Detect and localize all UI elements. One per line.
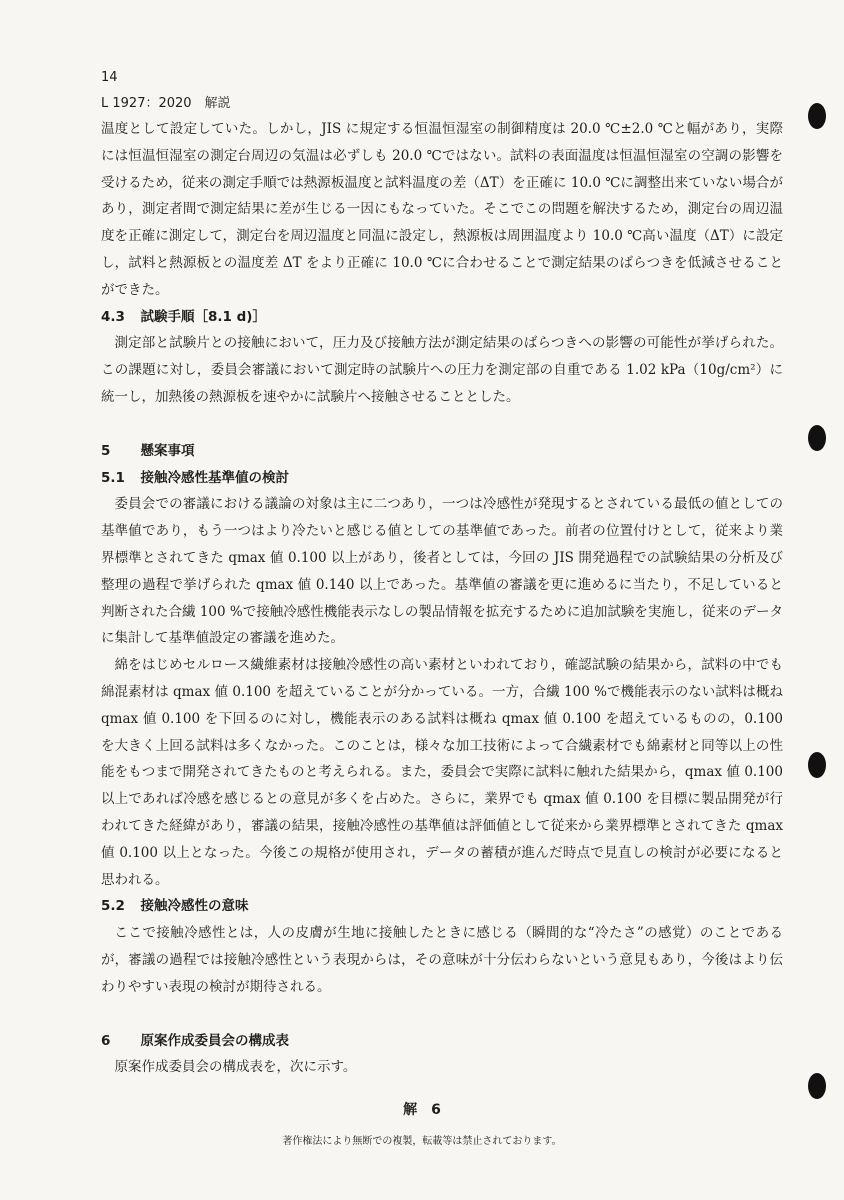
document-id: L 1927：2020 解説 bbox=[101, 96, 231, 111]
section-number: 4.3 bbox=[101, 308, 125, 325]
section-heading-4-3 bbox=[101, 304, 783, 331]
section-heading-5-2 bbox=[101, 893, 783, 920]
section-heading-5-1 bbox=[101, 465, 783, 492]
section-title: 試験手順［8.1 d)］ bbox=[140, 308, 266, 325]
section-heading-5 bbox=[101, 438, 783, 465]
section-title: 懸案事項 bbox=[140, 442, 195, 459]
section-title: 接触冷感性基準値の検討 bbox=[140, 469, 289, 486]
punch-hole-icon bbox=[808, 103, 826, 129]
paragraph: 原案作成委員会の構成表を，次に示す。 bbox=[114, 1059, 357, 1076]
paragraph: 綿をはじめセルロース繊維素材は接触冷感性の高い素材といわれており，確認試験の結果から，試料の中でも綿混素材は qmax 値 0.100 を超えていることが分かっている。一方，合繊 100 %で機能表示のない試料は概ね qmax 値 0.100 を下回るのに対し，機能表示のある試料は概ね qmax 値 0.100 を超えているものの，0.100 を大きく上回る試料は多くなかった。このことは，様々な加工技術によって合繊素材でも綿素材と同等以上の性能をもつまで開発されてきたものと考えられる。また，委員会で実際に試料に触れた結果から，qmax 値 0.100 以上であれば冷感を感じるとの意見が多くを占めた。さらに，業界でも qmax 値 0.100 を目標に製品開発が行われてきた経緯があり，審議の結果，接触冷感性の基準値は評価値として従来から業界標準とされてきた qmax 値 0.100 以上となった。今後この規格が使用され，データの蓄積が進んだ時点で見直しの検討が必要になると思われる。 bbox=[101, 657, 783, 888]
section-title: 接触冷感性の意味 bbox=[140, 898, 249, 915]
paragraph: 温度として設定していた。しかし，JIS に規定する恒温恒湿室の制御精度は 20.0 ℃±2.0 ℃と幅があり，実際には恒温恒湿室の測定台周辺の気温は必ずしも 20.0 ℃ではない。試料の表面温度は恒温恒湿室の空調の影響を受けるため，従来の測定手順では熱源板温度と試料温度の差（ΔT）を正確に 10.0 ℃に調整出来ていない場合があり，測定者間で測定結果に差が生じる一因にもなっていた。そこでこの問題を解決するため，測定台の周辺温度を正確に測定して，測定台を周辺温度と同温に設定し，熱源板は周囲温度より 10.0 ℃高い温度（ΔT）に設定し，試料と熱源板との温度差 ΔT をより正確に 10.0 ℃に合わせることで測定結果のばらつきを低減させることができた。 bbox=[101, 121, 783, 298]
paragraph: 委員会での審議における議論の対象は主に二つあり，一つは冷感性が発現するとされている最低の値としての基準値であり，もう一つはより冷たいと感じる値としての基準値であった。前者の位置付けとして，従来より業界標準とされてきた qmax 値 0.100 以上があり，後者としては，今回の JIS 開発過程での試験結果の分析及び整理の過程で挙げられた qmax 値 0.140 以上であった。基準値の審議を更に進めるに当たり，不足していると判断された合繊 100 %で接触冷感性機能表示なしの製品情報を拡充するために追加試験を実施し，従来のデータに集計して基準値設定の審議を進めた。 bbox=[101, 496, 783, 647]
punch-hole-icon bbox=[808, 1073, 826, 1099]
section-number: 5.1 bbox=[101, 469, 125, 486]
copyright-note: 著作権法により無断での複製，転載等は禁止されております。 bbox=[282, 1136, 562, 1147]
footer-page-label: 解 6 bbox=[403, 1102, 441, 1118]
paragraph: ここで接触冷感性とは，人の皮膚が生地に接触したときに感じる（瞬間的な“冷たさ”の感覚）のことであるが，審議の過程では接触冷感性という表現からは，その意味が十分伝わらないという意見もあり，今後はより伝わりやすい表現の検討が期待される。 bbox=[101, 925, 783, 995]
punch-hole-icon bbox=[808, 425, 826, 451]
punch-hole-icon bbox=[808, 752, 826, 778]
section-number: 5 bbox=[101, 442, 111, 459]
page-number: 14 bbox=[101, 70, 118, 85]
document-body bbox=[101, 116, 783, 1081]
section-number: 5.2 bbox=[101, 898, 125, 915]
section-title: 原案作成委員会の構成表 bbox=[140, 1032, 289, 1049]
section-heading-6 bbox=[101, 1028, 783, 1055]
section-number: 6 bbox=[101, 1032, 111, 1049]
paragraph: 測定部と試験片との接触において，圧力及び接触方法が測定結果のばらつきへの影響の可能性が挙げられた。この課題に対し，委員会審議において測定時の試験片への圧力を測定部の自重である 1.02 kPa（10g/cm²）に統一し，加熱後の熱源板を速やかに試験片へ接触させることとした。 bbox=[101, 335, 783, 405]
